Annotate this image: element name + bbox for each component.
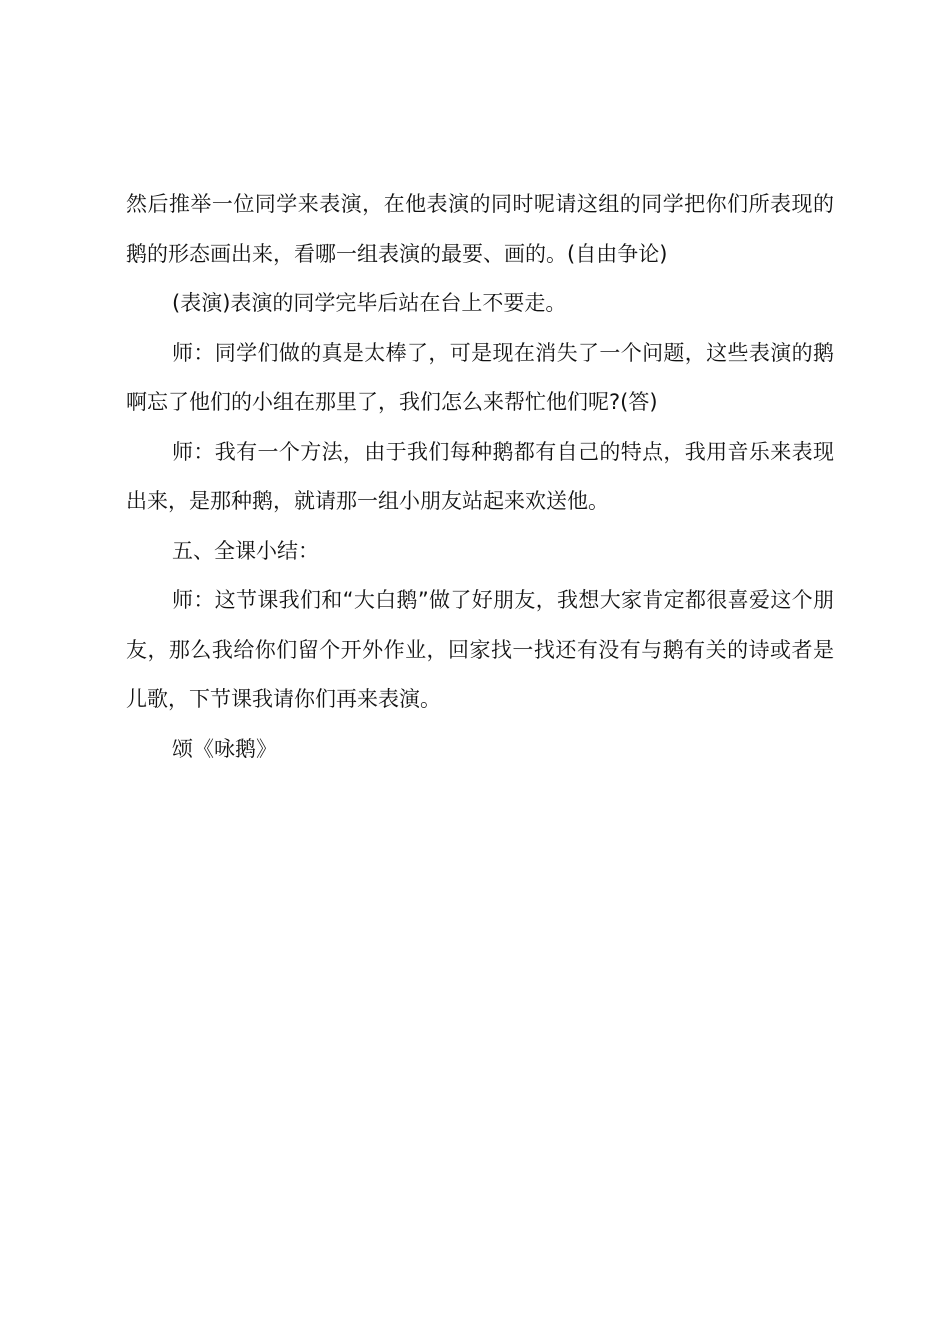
paragraph-teacher-summary: 师：这节课我们和“大白鹅”做了好朋友，我想大家肯定都很喜爱这个朋友，那么我给你们留个开外作业，回家找一找还有没有与鹅有关的诗或者是儿歌，下节课我请你们再来表演。 — [126, 588, 834, 711]
paragraph-performance: (表演)表演的同学完毕后站在台上不要走。 — [172, 291, 567, 315]
document-body — [126, 180, 834, 774]
paragraph-teacher-method: 师：我有一个方法，由于我们每种鹅都有自己的特点，我用音乐来表现出来，是那种鹅，就请那一组小朋友站起来欢送他。 — [126, 439, 834, 513]
paragraph-teacher-question: 师：同学们做的真是太棒了，可是现在消失了一个问题，这些表演的鹅啊忘了他们的小组在那里了，我们怎么来帮忙他们呢?(答) — [126, 340, 834, 414]
paragraph-continuation: 然后推举一位同学来表演，在他表演的同时呢请这组的同学把你们所表现的鹅的形态画出来，看哪一组表演的最要、画的。(自由争论) — [126, 192, 834, 266]
paragraph-recitation: 颂《咏鹅》 — [172, 736, 277, 761]
section-heading-summary: 五、全课小结： — [172, 538, 319, 563]
